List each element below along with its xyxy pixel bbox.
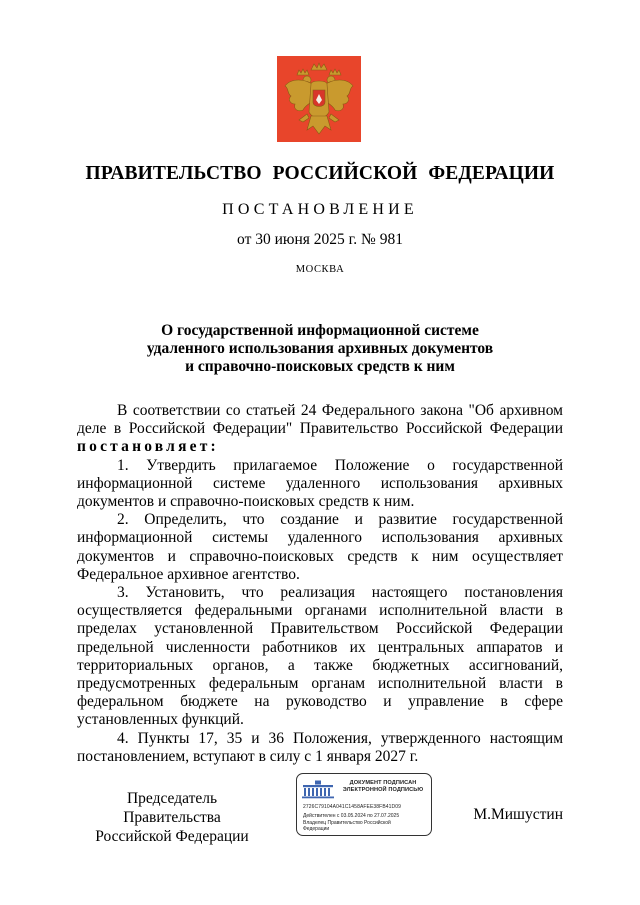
signer-position-line: Председатель Правительства — [123, 790, 221, 826]
government-building-icon — [301, 779, 335, 799]
stamp-title — [337, 780, 429, 795]
signer-position-line: Российской Федерации — [95, 828, 249, 845]
signer-position — [77, 789, 267, 846]
electronic-signature-stamp — [296, 773, 432, 836]
heading-line: О государственной информационной системе — [161, 322, 479, 339]
clause-3: 3. Установить, что реализация настоящего постановления осуществляется федеральными органами исполнительной власти в пределах установленной Правительством Российской Федерации предельной численности работников их центральных аппаратов и территориальных органов, а также бюджетных ассигнований, предусмотренных федеральным органам исполнительной власти в федеральном бюджете на руководство и управление в сфере установленных функций. — [77, 584, 563, 729]
preamble-text: В соответствии со статьей 24 Федерального закона "Об архивном деле в Российской Федерации" Правительство Российской Федерации — [77, 402, 563, 438]
stamp-title-line: ДОКУМЕНТ ПОДПИСАН — [349, 780, 417, 786]
preamble-paragraph — [77, 402, 563, 457]
certificate-owner: Владелец Правительство Российской — [303, 819, 391, 826]
document-body — [77, 402, 563, 766]
document-date-number: от 30 июня 2025 г. № 981 — [237, 231, 403, 248]
clause-2: 2. Определить, что создание и развитие государственной информационной системы удаленного использования архивных документов и справочно-поисковых средств к ним осуществляет Федеральное архивное агентство. — [77, 511, 563, 583]
resolves-word: постановляет: — [77, 438, 219, 456]
clause-4: 4. Пункты 17, 35 и 36 Положения, утвержденного настоящим постановлением, вступают в силу с 1 января 2027 г. — [77, 729, 563, 765]
certificate-validity: Действителен с 03.05.2024 по 27.07.2025 — [303, 813, 400, 819]
signer-name: М.Мишустин — [473, 806, 563, 823]
document-type: ПОСТАНОВЛЕНИЕ — [222, 201, 418, 218]
document-heading — [0, 322, 640, 376]
government-title: ПРАВИТЕЛЬСТВО РОССИЙСКОЙ ФЕДЕРАЦИИ — [85, 163, 555, 184]
certificate-owner: Федерации — [303, 826, 330, 833]
certificate-details — [303, 813, 399, 833]
heading-line: и справочно-поисковых средств к ним — [185, 358, 455, 375]
heading-line: удаленного использования архивных документов — [146, 340, 494, 357]
clause-1: 1. Утвердить прилагаемое Положение о государственной информационной системе удаленного использования архивных документов и справочно-поисковых средств к ним. — [77, 456, 563, 511]
certificate-serial: 2726C79104A041C1458AFEE38FB41D09 — [303, 804, 401, 810]
stamp-title-line: ЭЛЕКТРОННОЙ ПОДПИСЬЮ — [342, 787, 424, 794]
document-city: МОСКВА — [295, 264, 345, 275]
coat-of-arms-icon — [277, 56, 361, 142]
